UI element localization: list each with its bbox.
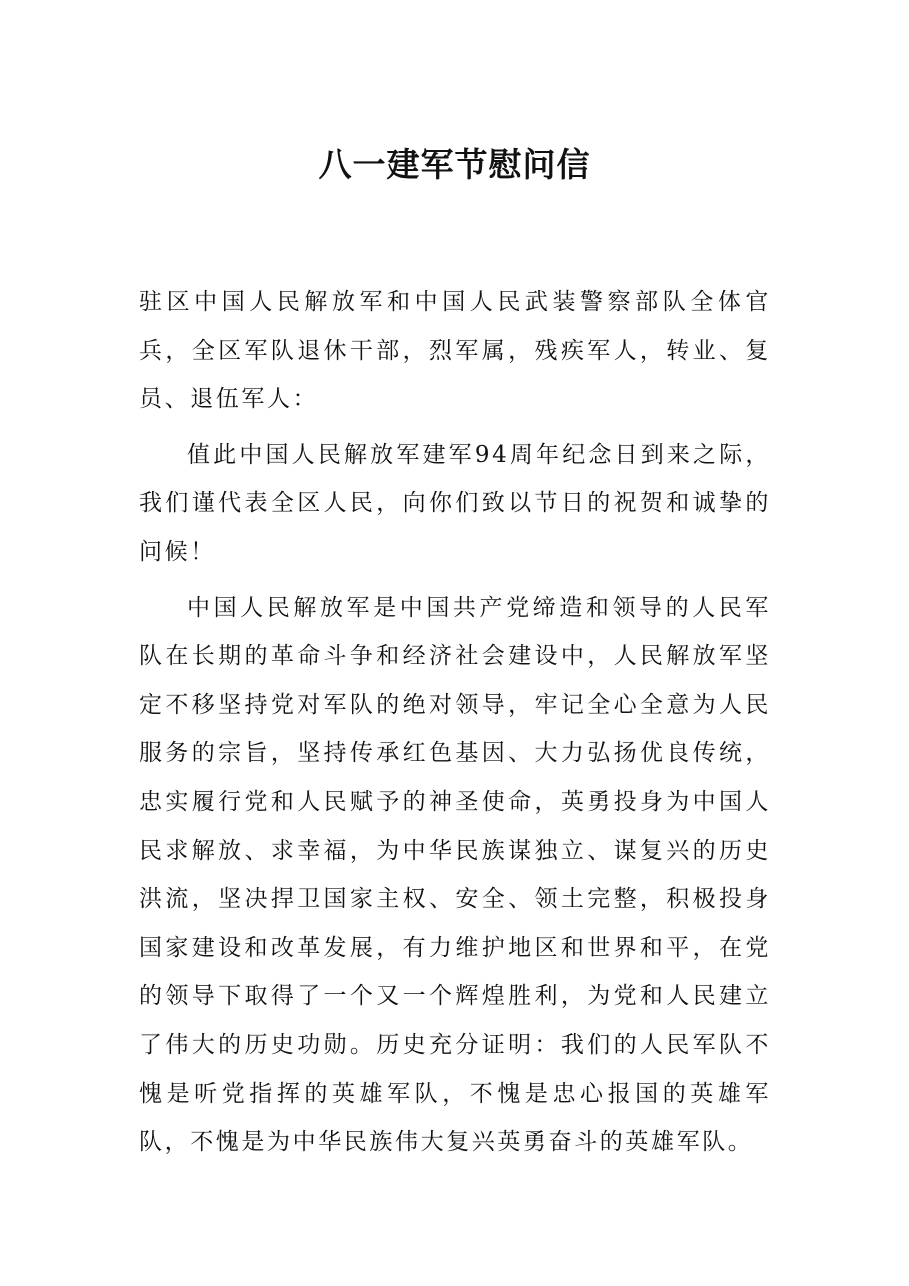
history-paragraph: 中国人民解放军是中国共产党缔造和领导的人民军队在长期的革命斗争和经济社会建设中，人民解放军坚定不移坚持党对军队的绝对领导，牢记全心全意为人民服务的宗旨，坚持传承红色基因、大力弘扬优良传统，忠实履行党和人民赋予的神圣使命，英勇投身为中国人民求解放、求幸福，为中华民族谋独立、谋复兴的历史洪流，坚决捍卫国家主权、安全、领土完整，积极投身国家建设和改革发展，有力维护地区和世界和平，在党的领导下取得了一个又一个辉煌胜利，为党和人民建立了伟大的历史功勋。历史充分证明：我们的人民军队不愧是听党指挥的英雄军队，不愧是忠心报国的英雄军队，不愧是为中华民族伟大复兴英勇奋斗的英雄军队。 xyxy=(139,594,771,1156)
letter-body xyxy=(139,278,771,1174)
greeting-paragraph: 值此中国人民解放军建军94周年纪念日到来之际，我们谨代表全区人民，向你们致以节日的祝贺和诚挚的问候！ xyxy=(139,441,771,565)
document-title: 八一建军节慰问信 xyxy=(318,145,591,184)
salutation-paragraph: 驻区中国人民解放军和中国人民武装警察部队全体官兵，全区军队退休干部，烈军属，残疾军人，转业、复员、退伍军人： xyxy=(139,289,771,413)
